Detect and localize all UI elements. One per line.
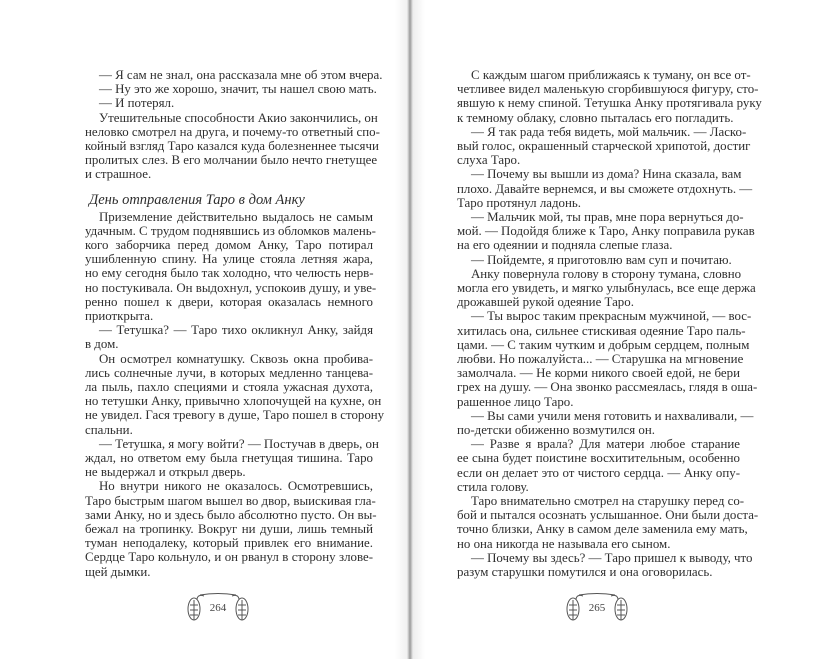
paragraph-line: пролитых слез. В его молчании было нечто гнетущее <box>85 153 378 168</box>
left-page-text <box>85 0 385 659</box>
paragraph-line: ренно пошел к двери, которая оказалась немного <box>85 294 373 309</box>
paragraph-line: на его одеянии и подняла слепые глаза. <box>457 238 673 253</box>
paragraph-line: — Ну это же хорошо, значит, ты нашел свою мать. <box>99 82 377 97</box>
paragraph-line: любви. Но пожалуйста... — Старушка на мгновение <box>457 352 744 366</box>
paragraph-line: неловко смотрел на друга, и почему-то ответный спо- <box>85 124 380 139</box>
paragraph-line: С каждым шагом приближаясь к туману, он все от- <box>471 68 751 82</box>
paragraph-line: ждал, но ответом ему была гнетущая тишина. Таро <box>85 451 373 465</box>
paragraph-line: замолчала. — Не корми никого своей едой, не бери <box>457 366 740 381</box>
paragraph-line: четливее видел маленькую сгорбившуюся фигуру, сто- <box>457 82 759 97</box>
paragraph-line: — Почему вы вышли из дома? Нина сказала, вам <box>471 167 742 182</box>
paragraph-line: Но внутри никого не оказалось. Осмотревшись, <box>99 479 373 494</box>
paragraph-line: Таро внимательно смотрел на старушку перед со- <box>471 494 745 508</box>
page-number: 265 <box>588 602 606 614</box>
paragraph-line: если он делает это от чистого сердца. — Анку опу- <box>457 465 740 480</box>
paragraph-line: ла пыль, пахло специями и стояла ужасная духота, <box>85 380 373 394</box>
paragraph-line: но тетушки Анку, привычно хлопочущей на кухне, он <box>85 394 382 409</box>
paragraph-line: — Тетушка? — Таро тихо окликнул Анку, зайдя <box>99 323 373 338</box>
paragraph-line: вый голос, окрашенный старческой хрипотой, достиг <box>457 139 751 153</box>
paragraph-line: разум старушки помутился и она оговорилась. <box>457 565 713 579</box>
paragraph-line: кого заборчика перед домом Анку, Таро потирал <box>85 238 373 252</box>
section-heading: День отправления Таро в дом Анку <box>89 191 305 208</box>
paragraph-line: но постукивала. Он выдохнул, успокоив душу, и уве- <box>85 280 377 295</box>
paragraph-line: стила голову. <box>457 479 529 494</box>
paragraph-line: — Вы сами учили меня готовить и нахваливали, — <box>471 408 754 423</box>
paragraph-line: по-детски обиженно возмутился он. <box>457 423 655 437</box>
paragraph-line: туман неподалеку, который привлек его внимание. <box>85 536 373 551</box>
paragraph-line: плохо. Давайте вернемся, и вы сможете отдохнуть. — <box>457 181 753 196</box>
paragraph-line: приоткрыта. <box>85 309 154 323</box>
paragraph-line: хитилась она, сильнее стискивая одеяние Таро паль- <box>457 323 746 338</box>
paragraph-line: и страшное. <box>85 167 152 182</box>
paragraph-line: — Мальчик мой, ты прав, мне пора вернуться до- <box>471 210 744 224</box>
paragraph-line: — Разве я врала? Для матери любое старание <box>471 437 740 452</box>
paragraph-line: Утешительные способности Акио закончились, он <box>99 110 378 125</box>
paragraph-line: — Почему вы здесь? — Таро пришел к выводу, что <box>471 550 753 565</box>
paragraph-line: — Пойдемте, я приготовлю вам суп и почитаю. <box>471 252 732 267</box>
paragraph-line: Таро быстрым шагом вышел во двор, выискивая гла- <box>85 493 376 508</box>
paragraph-line: Таро протянул ладонь. <box>457 195 581 210</box>
paragraph-line: в дом. <box>85 337 119 352</box>
paragraph-line: бой и пытался осознать услышанное. Они были доста- <box>457 508 759 523</box>
page-number-ornament-left <box>178 592 258 624</box>
paragraph-line: ее сына будет поистине восхитительным, особенно <box>457 451 740 466</box>
paragraph-line: не увидел. Гася тревогу в душе, Таро пошел в сторону <box>85 408 385 423</box>
paragraph-line: — Ты вырос таким прекрасным мужчиной, — вос- <box>471 309 752 324</box>
paragraph-line: койный взгляд Таро казался куда болезненнее тысячи <box>85 139 379 153</box>
paragraph-line: — И потерял. <box>99 96 175 111</box>
paragraph-line: лись солнечные лучи, в которых медленно танцева- <box>85 365 373 380</box>
paragraph-line: зами Анку, но и здесь было абсолютно пусто. Он вы- <box>85 507 377 522</box>
paragraph-line: Анку повернула голову в сторону тумана, словно <box>471 266 742 281</box>
paragraph-line: — Я так рада тебя видеть, мой мальчик. — Ласко- <box>471 124 747 139</box>
paragraph-line: дрожавшей рукой одеяние Таро. <box>457 295 634 310</box>
page-number: 264 <box>209 602 227 614</box>
paragraph-line: — Я сам не знал, она рассказала мне об этом вчера. <box>99 68 383 82</box>
paragraph-line: не выдержал и открыл дверь. <box>85 465 246 480</box>
paragraph-line: к темному облаку, словно пыталась его погладить. <box>457 110 734 125</box>
paragraph-line: Сердце Таро кольнуло, и он рванул в сторону злове- <box>85 550 373 565</box>
book-gutter <box>395 0 425 659</box>
paragraph-line: спальни. <box>85 422 133 437</box>
page-number-ornament-right <box>557 592 637 624</box>
paragraph-line: но ему сегодня было так холодно, что челюсть нерв- <box>85 266 374 281</box>
paragraph-line: цами. — С таким чутким и добрым сердцем, полным <box>457 337 750 352</box>
paragraph-line: грех на душу. — Она звонко рассмеялась, глядя в оша- <box>457 380 758 395</box>
paragraph-line: Приземление действительно выдалось не самым <box>99 209 373 224</box>
paragraph-line: бежал на тропинку. Вокруг ни души, лишь темный <box>85 522 373 536</box>
right-page-text <box>457 0 762 659</box>
paragraph-line: рашенное лицо Таро. <box>457 394 574 409</box>
paragraph-line: но она никогда не называла его сыном. <box>457 536 671 551</box>
paragraph-line: щей дымки. <box>85 564 151 579</box>
paragraph-line: слуха Таро. <box>457 153 521 168</box>
paragraph-line: мой. — Подойдя ближе к Таро, Анку поправила рукав <box>457 224 755 239</box>
paragraph-line: Он осмотрел комнатушку. Сквозь окна пробива- <box>99 351 373 366</box>
paragraph-line: могла его увидеть, и мягко улыбнулась, все еще держа <box>457 281 756 295</box>
paragraph-line: явшую к нему спиной. Тетушка Анку протягивала руку <box>457 96 762 111</box>
paragraph-line: ушибленную спину. На улице стояла летняя жара, <box>85 252 373 267</box>
paragraph-line: точно близки, Анку в самом деле заменила ему мать, <box>457 522 748 537</box>
paragraph-line: — Тетушка, я могу войти? — Постучав в дверь, он <box>99 436 379 451</box>
paragraph-line: удачным. С трудом поднявшись из обломков малень- <box>85 223 376 238</box>
